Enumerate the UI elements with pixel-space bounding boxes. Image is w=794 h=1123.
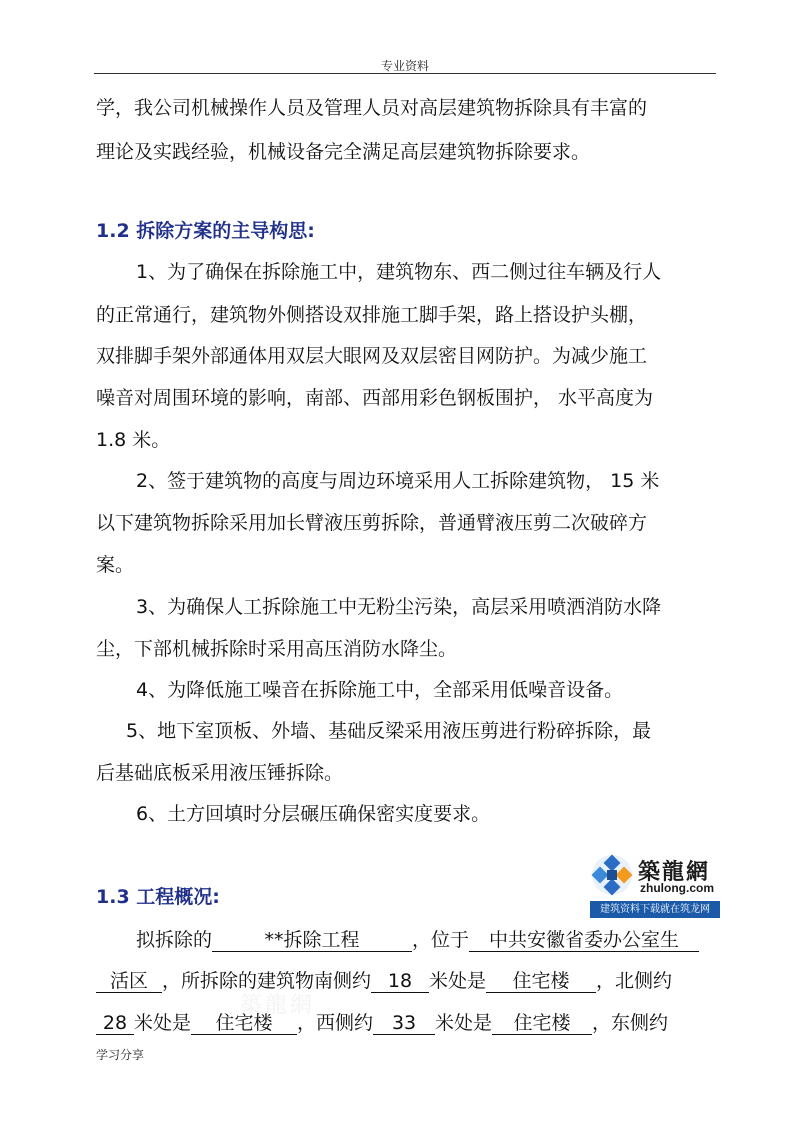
paragraph-line: 5、地下室顶板、外墙、基础反梁采用液压剪进行粉碎拆除，最 [126,720,652,742]
project-name-field: **拆除工程 [212,929,412,952]
paragraph-line: 双排脚手架外部通体用双层大眼网及双层密目网防护。为减少施工 [96,345,648,367]
overview-text: 拟拆除的 [136,929,213,951]
logo-slogan: 建筑资料下载就在筑龙网 [590,901,720,918]
logo-name-cn: 築龍網 [638,859,711,885]
zhulong-logo [590,853,720,919]
paragraph-line: 1.8 米。 [96,429,171,451]
watermark: 築龍網 [240,993,316,1018]
paragraph-line: 1、为了确保在拆除施工中，建筑物东、西二侧过往车辆及行人 [136,261,662,283]
overview-line-3 [96,1010,668,1036]
page-footer-label: 学习分享 [96,1048,145,1062]
paragraph-line: 噪音对周围环境的影响，南部、西部用彩色钢板围护， 水平高度为 [96,387,654,409]
south-distance-field: 18 [371,970,429,993]
paragraph-line: 后基础底板采用液压锤拆除。 [96,762,344,784]
paragraph-line: 尘，下部机械拆除时采用高压消防水降尘。 [96,638,458,660]
location-field: 中共安徽省委办公室生 [469,929,699,952]
overview-line-2 [96,968,672,994]
section-heading-1-2: 1.2 拆除方案的主导构思: [96,220,315,242]
overview-text: ，位于 [412,929,470,951]
paragraph-line: 2、签于建筑物的高度与周边环境采用人工拆除建筑物， 15 米 [136,470,660,492]
logo-mark-icon [590,853,634,897]
overview-line-1 [136,927,699,953]
paragraph-line: 的正常通行，建筑物外侧搭设双排施工脚手架，路上搭设护头棚， [96,304,648,326]
overview-text: ，北侧约 [596,970,673,992]
paragraph-line: 理论及实践经验，机械设备完全满足高层建筑物拆除要求。 [96,141,591,163]
paragraph-line: 学，我公司机械操作人员及管理人员对高层建筑物拆除具有丰富的 [96,97,648,119]
overview-text: 米处是 [134,1012,192,1034]
header-divider [94,73,716,74]
west-building-field: 住宅楼 [492,1012,592,1035]
overview-text: 米处是 [435,1012,493,1034]
north-building-field: 住宅楼 [191,1012,297,1035]
page-header-label: 专业资料 [380,59,429,73]
section-heading-1-3: 1.3 工程概况: [96,886,220,908]
overview-text: 米处是 [429,970,487,992]
south-building-field: 住宅楼 [486,970,596,993]
location-field-continued: 活区 [96,970,162,993]
logo-name-en: zhulong.com [640,881,714,895]
paragraph-line: 案。 [96,554,135,576]
paragraph-line: 4、为降低施工噪音在拆除施工中，全部采用低噪音设备。 [136,679,624,701]
overview-text: ，所拆除的建筑物南侧约 [162,970,372,992]
west-distance-field: 33 [373,1012,435,1035]
north-distance-field: 28 [96,1012,134,1035]
paragraph-line: 以下建筑物拆除采用加长臂液压剪拆除，普通臂液压剪二次破碎方 [96,512,648,534]
paragraph-line: 6、土方回填时分层碾压确保密实度要求。 [136,803,491,825]
paragraph-line: 3、为确保人工拆除施工中无粉尘污染，高层采用喷洒消防水降 [136,596,662,618]
overview-text: ，西侧约 [297,1012,374,1034]
overview-text: ，东侧约 [592,1012,669,1034]
